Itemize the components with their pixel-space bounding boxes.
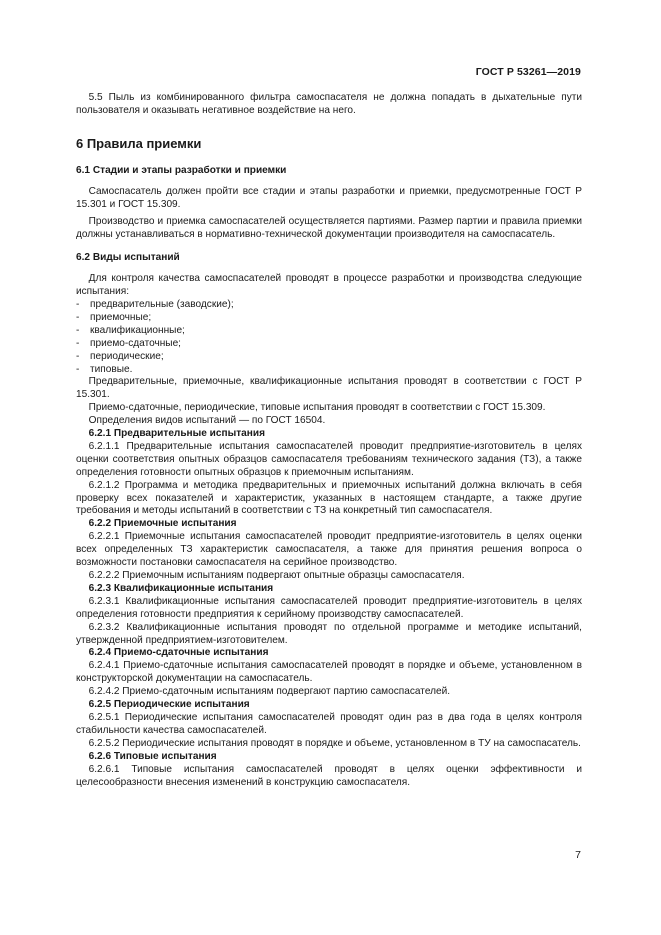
paragraph-6-2-5-2: 6.2.5.2 Периодические испытания проводят в порядке и объеме, установленном в ТУ на самоспасатель. (88, 737, 581, 749)
paragraph-6-2-intro: Для контроля качества самоспасателей проводят в процессе разработки и производства следующие испытания: (76, 273, 582, 298)
paragraph-6-1-a: Самоспасатель должен пройти все стадии и этапы разработки и приемки, предусмотренные ГОСТ Р 15.301 и ГОСТ 15.309. (76, 185, 582, 210)
paragraph-6-2-3-2: 6.2.3.2 Квалификационные испытания проводят по отдельной программе и методике испытаний, утвержденной предприятием-изготовителем. (76, 621, 582, 646)
paragraph-6-2-c: Определения видов испытаний — по ГОСТ 16504. (88, 415, 326, 427)
paragraph-6-1-b: Производство и приемка самоспасателей осуществляется партиями. Размер партии и правила приемки должны устанавливаться в нормативно-технической документации производителя на самоспасатель. (76, 216, 582, 241)
paragraph-6-2-b: Приемо-сдаточные, периодические, типовые испытания проводят в соответствии с ГОСТ 15.309. (88, 402, 546, 414)
section-6-2-4-title: 6.2.4 Приемо-сдаточные испытания (88, 647, 269, 659)
test-types-list (76, 299, 582, 376)
page-number: 7 (575, 849, 581, 861)
paragraph-6-2-5-1: 6.2.5.1 Периодические испытания самоспасателей проводят один раз в два года в целях контроля стабильности качества самоспасателей. (76, 711, 582, 736)
document-standard-code: ГОСТ Р 53261—2019 (475, 66, 581, 78)
list-item: - квалификационные; (76, 325, 582, 338)
section-6-2-1-title: 6.2.1 Предварительные испытания (88, 428, 265, 440)
list-item: - предварительные (заводские); (76, 299, 582, 312)
paragraph-6-2-1-1: 6.2.1.1 Предварительные испытания самоспасателей проводит предприятие-изготовитель в целях оценки соответствия опытных образцов самоспасателя требованиям технического задания (ТЗ), а также определения готовности опытных образцов к приемочным испытаниям. (76, 440, 582, 478)
list-item: - приемо-сдаточные; (76, 338, 582, 351)
paragraph-6-2-4-2: 6.2.4.2 Приемо-сдаточным испытаниям подвергают партию самоспасателей. (88, 686, 451, 698)
section-6-1-title: 6.1 Стадии и этапы разработки и приемки (76, 164, 287, 176)
section-6-2-5-title: 6.2.5 Периодические испытания (88, 699, 250, 711)
list-item: - приемочные; (76, 312, 582, 325)
list-item: - периодические; (76, 351, 582, 364)
section-6-2-2-title: 6.2.2 Приемочные испытания (88, 518, 237, 530)
paragraph-6-2-2-1: 6.2.2.1 Приемочные испытания самоспасателей проводит предприятие-изготовитель в целях оценки всех определенных ТЗ характеристик самоспасателя, а также для принятия решения вопроса о возможности постановки самоспасателя на серийное производство. (76, 531, 582, 569)
paragraph-6-2-1-2: 6.2.1.2 Программа и методика предварительных и приемочных испытаний должна включать в себя проверку всех показателей и характеристик, указанных в настоящем стандарте, а также другие требования и методы испытаний в соответствии с ТЗ на конкретный тип самоспасателя. (76, 479, 582, 517)
list-item: - типовые. (76, 364, 582, 377)
paragraph-6-2-a: Предварительные, приемочные, квалификационные испытания проводят в соответствии с ГОСТ Р 15.301. (76, 376, 582, 401)
section-6-title: 6 Правила приемки (76, 135, 202, 151)
paragraph-6-2-6-1: 6.2.6.1 Типовые испытания самоспасателей проводят в целях оценки эффективности и целесообразности внесения изменений в конструкцию самоспасателя. (76, 763, 582, 788)
paragraph-6-2-3-1: 6.2.3.1 Квалификационные испытания самоспасателей проводит предприятие-изготовитель в целях определения готовности предприятия к серийному производству самоспасателей. (76, 595, 582, 620)
paragraph-6-2-4-1: 6.2.4.1 Приемо-сдаточные испытания самоспасателей проводят в порядке и объеме, установленном в конструкторской документации на самоспасатель. (76, 660, 582, 685)
section-6-2-3-title: 6.2.3 Квалификационные испытания (88, 582, 274, 594)
section-6-2-title: 6.2 Виды испытаний (76, 252, 180, 264)
paragraph-6-2-2-2: 6.2.2.2 Приемочным испытаниям подвергают опытные образцы самоспасателя. (88, 570, 465, 581)
document-body (76, 92, 582, 789)
paragraph-5-5: 5.5 Пыль из комбинированного фильтра самоспасателя не должна попадать в дыхательные пути пользователя и оказывать негативное воздействие на него. (76, 92, 582, 116)
section-6-2-6-title: 6.2.6 Типовые испытания (88, 750, 217, 762)
